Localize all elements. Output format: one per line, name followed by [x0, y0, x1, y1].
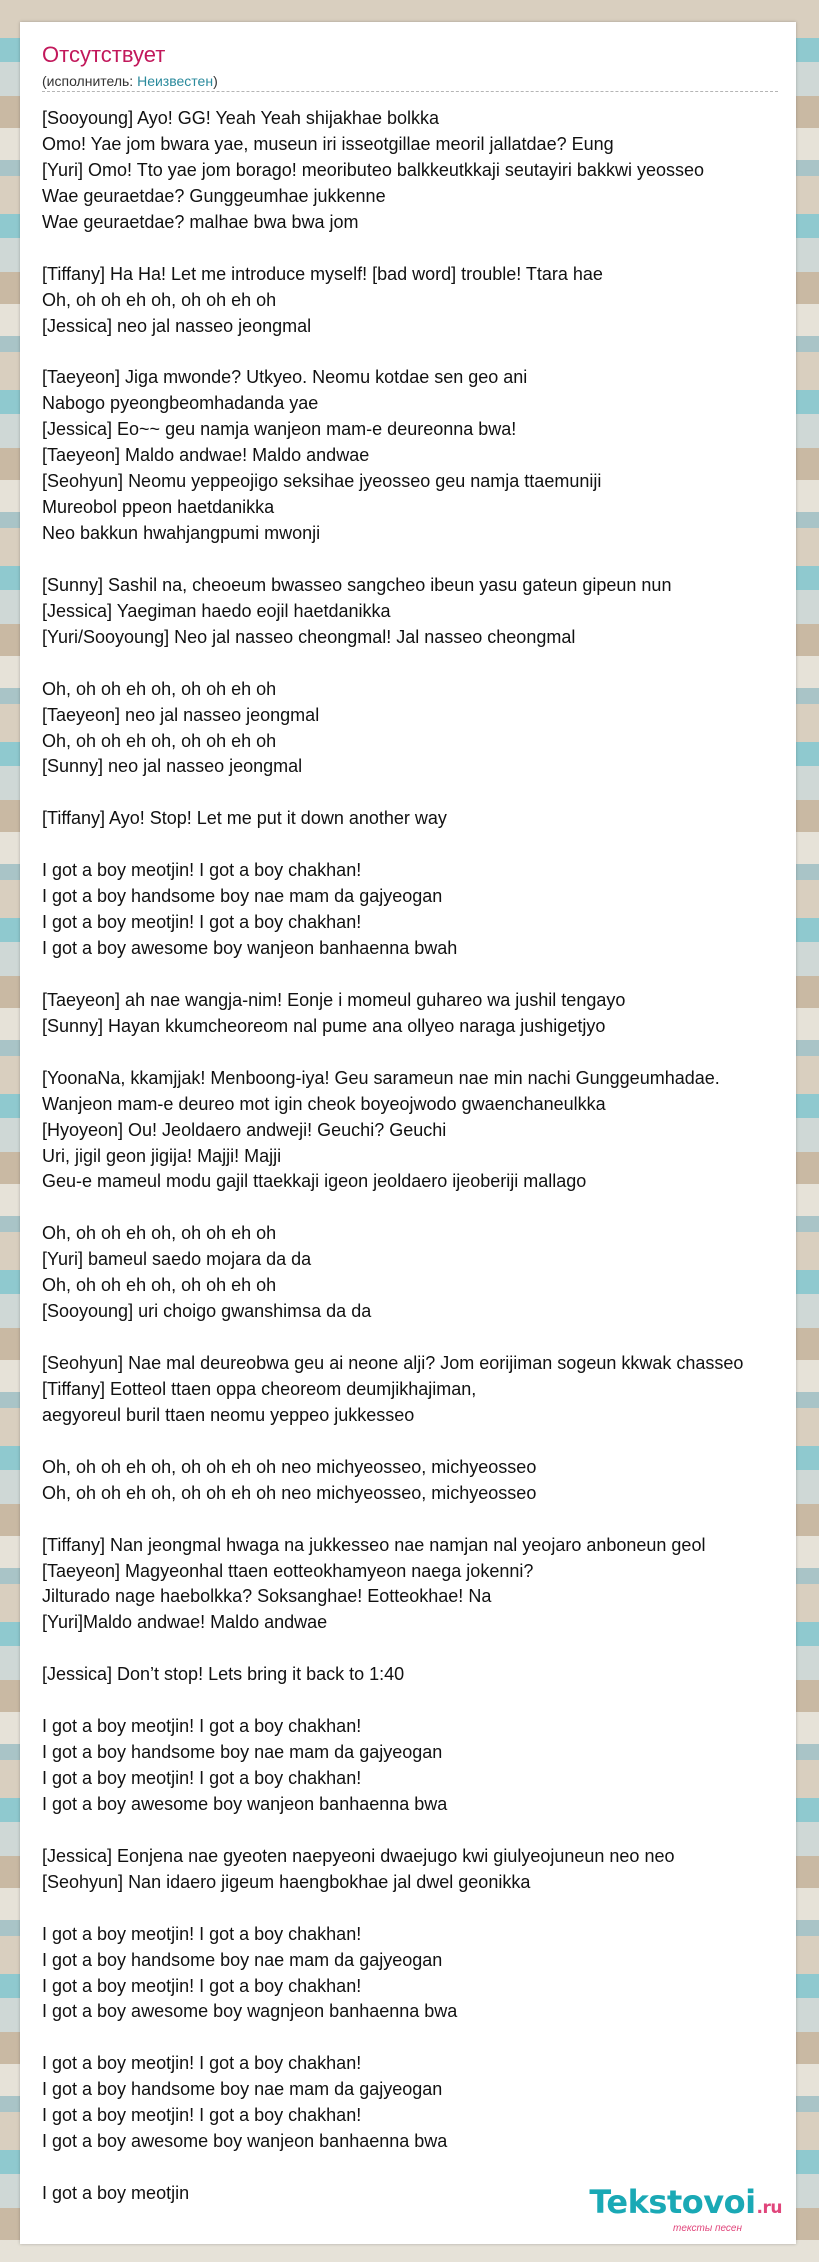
lyric-line: [Jessica] neo jal nasseo jeongmal [42, 315, 312, 336]
stanza-break [42, 2155, 796, 2181]
lyric-line: I got a boy meotjin! I got a boy chakhan! [42, 1768, 362, 1788]
stanza-break [42, 1896, 796, 1922]
stanza-break [42, 1325, 796, 1351]
lyric-line: Oh, oh oh eh oh, oh oh eh oh [42, 1275, 277, 1296]
artist-link[interactable]: Неизвестен [137, 73, 214, 89]
lyric-line: I got a boy meotjin! I got a boy chakhan! [42, 2053, 362, 2074]
lyric-line: Oh, oh oh eh oh, oh oh eh oh neo michyeosseo, michyeosseo [42, 1456, 537, 1477]
lyric-line: I got a boy handsome boy nae mam da gajyeogan [42, 1949, 443, 1970]
lyric-line: I got a boy handsome boy nae mam da gajyeogan [42, 2079, 443, 2100]
lyric-line: [Yuri] Omo! Tto yae jom borago! meoributeo balkkeutkkaji seutayiri bakkwi yeosseo [42, 159, 704, 180]
lyric-line: [Seohyun] Nan idaero jigeum haengbokhae jal dwel geonikka [42, 1871, 531, 1892]
stanza-break [42, 651, 796, 677]
lyric-line: [Jessica] Eo~~ geu namja wanjeon mam-e deureonna bwa! [42, 419, 517, 440]
byline-suffix: ) [213, 73, 218, 89]
lyric-line: [Yuri/Sooyoung] Neo jal nasseo cheongmal! Jal nasseo cheongmal [42, 626, 576, 647]
stanza-break [42, 1688, 796, 1714]
lyric-line: [Jessica] Eonjena nae gyeoten naepyeoni dwaejugo kwi giulyeojuneun neo neo [42, 1845, 675, 1866]
stanza-break [42, 339, 796, 365]
lyric-line: Uri, jigil geon jigija! Majji! Majji [42, 1145, 282, 1166]
stanza-break [42, 962, 796, 988]
page-title: Отсутствует [42, 42, 166, 67]
lyric-line: Oh, oh oh eh oh, oh oh eh oh neo michyeosseo, michyeosseo [42, 1482, 537, 1503]
stanza-break [42, 832, 796, 858]
lyric-line: Oh, oh oh eh oh, oh oh eh oh [42, 678, 277, 699]
stanza-break [42, 780, 796, 806]
lyric-line: Omo! Yae jom bwara yae, museun iri isseotgillae meoril jallatdae? Eung [42, 133, 614, 154]
lyrics-body [42, 106, 796, 2207]
lyric-line: I got a boy meotjin! I got a boy chakhan! [42, 912, 362, 933]
lyric-line: [YoonaNa, kkamjjak! Menboong-iya! Geu sarameun nae min nachi Gunggeumhadae. [42, 1067, 720, 1088]
lyric-line: Jilturado nage haebolkka? Soksanghae! Eotteokhae! Na [42, 1586, 492, 1607]
lyric-line: Wanjeon mam-e deureo mot igin cheok boyeojwodo gwaenchaneulkka [42, 1093, 606, 1114]
lyric-line: [Yuri] bameul saedo mojara da da [42, 1249, 312, 1270]
lyric-line: aegyoreul buril ttaen neomu yeppeo jukkesseo [42, 1404, 415, 1425]
lyric-line: Nabogo pyeongbeomhadanda yae [42, 393, 319, 414]
lyric-line: [Taeyeon] neo jal nasseo jeongmal [42, 704, 320, 725]
site-logo[interactable] [589, 2185, 782, 2234]
lyric-line: Oh, oh oh eh oh, oh oh eh oh [42, 289, 277, 310]
lyric-line: [Seohyun] Neomu yeppeojigo seksihae jyeosseo geu namja ttaemuniji [42, 471, 602, 492]
stanza-break [42, 1040, 796, 1066]
lyric-line: I got a boy awesome boy wanjeon banhaenna bwah [42, 938, 458, 958]
lyric-line: [Tiffany] Ha Ha! Let me introduce myself! [bad word] trouble! Ttara hae [42, 263, 603, 284]
logo-tld: .ru [756, 2198, 782, 2218]
lyric-line: I got a boy meotjin! I got a boy chakhan! [42, 1923, 362, 1944]
divider [42, 91, 778, 92]
stanza-break [42, 1507, 796, 1533]
lyric-line: I got a boy meotjin [42, 2183, 190, 2203]
lyric-line: I got a boy handsome boy nae mam da gajyeogan [42, 886, 443, 907]
lyric-line: [Seohyun] Nae mal deureobwa geu ai neone alji? Jom eorijiman sogeun kkwak chasseo [42, 1353, 744, 1373]
lyric-line: [Jessica] Yaegiman haedo eojil haetdanikka [42, 600, 391, 621]
byline [42, 73, 218, 89]
lyric-line: Oh, oh oh eh oh, oh oh eh oh [42, 730, 277, 751]
lyric-line: I got a boy handsome boy nae mam da gajyeogan [42, 1742, 443, 1763]
lyric-line: I got a boy meotjin! I got a boy chakhan! [42, 1975, 362, 1996]
byline-prefix: (исполнитель: [42, 73, 138, 89]
lyric-line: [Sunny] Hayan kkumcheoreom nal pume ana ollyeo naraga jushigetjyo [42, 1015, 606, 1036]
lyric-line: [Hyoyeon] Ou! Jeoldaero andweji! Geuchi? Geuchi [42, 1119, 447, 1140]
stanza-break [42, 2025, 796, 2051]
lyric-line: [Jessica] Don’t stop! Lets bring it back to 1:40 [42, 1664, 405, 1685]
stanza-break [42, 1429, 796, 1455]
lyric-line: I got a boy meotjin! I got a boy chakhan! [42, 860, 362, 881]
lyric-line: [Tiffany] Eotteol ttaen oppa cheoreom deumjikhajiman, [42, 1378, 477, 1399]
stanza-break [42, 547, 796, 573]
lyric-line: I got a boy awesome boy wanjeon banhaenna bwa [42, 1793, 448, 1814]
lyric-line: Wae geuraetdae? Gunggeumhae jukkenne [42, 185, 386, 206]
logo-tagline: тексты песен [673, 2223, 742, 2234]
lyric-line: [Taeyeon] Jiga mwonde? Utkyeo. Neomu kotdae sen geo ani [42, 367, 528, 388]
lyric-line: [Tiffany] Nan jeongmal hwaga na jukkesseo nae namjan nal yeojaro anboneun geol [42, 1534, 706, 1555]
lyric-line: [Taeyeon] ah nae wangja-nim! Eonje i momeul guhareo wa jushil tengayo [42, 989, 626, 1010]
lyric-line: I got a boy meotjin! I got a boy chakhan! [42, 2105, 362, 2126]
lyric-line: Oh, oh oh eh oh, oh oh eh oh [42, 1223, 277, 1244]
lyric-line: I got a boy awesome boy wagnjeon banhaenna bwa [42, 2001, 458, 2022]
lyric-line: [Taeyeon] Maldo andwae! Maldo andwae [42, 445, 370, 466]
lyric-line: [Taeyeon] Magyeonhal ttaen eotteokhamyeon naega jokenni? [42, 1560, 534, 1581]
stanza-break [42, 1636, 796, 1662]
lyric-line: Mureobol ppeon haetdanikka [42, 497, 275, 518]
lyric-line: [Tiffany] Ayo! Stop! Let me put it down another way [42, 808, 447, 829]
logo-name: Tekstovoi [589, 2183, 756, 2221]
lyric-line: Neo bakkun hwahjangpumi mwonji [42, 523, 321, 543]
lyric-line: [Sunny] Sashil na, cheoeum bwasseo sangcheo ibeun yasu gateun gipeun nun [42, 574, 672, 595]
lyric-line: I got a boy awesome boy wanjeon banhaenna bwa [42, 2131, 448, 2152]
lyric-line: [Sunny] neo jal nasseo jeongmal [42, 756, 303, 777]
stanza-break [42, 1818, 796, 1844]
lyric-line: [Yuri]Maldo andwae! Maldo andwae [42, 1612, 328, 1633]
lyric-line: Geu-e mameul modu gajil ttaekkaji igeon jeoldaero ijeoberiji mallago [42, 1171, 587, 1192]
lyrics-sheet [20, 22, 796, 2244]
stanza-break [42, 1195, 796, 1221]
lyric-line: [Sooyoung] Ayo! GG! Yeah Yeah shijakhae bolkka [42, 108, 439, 128]
lyric-line: I got a boy meotjin! I got a boy chakhan! [42, 1716, 362, 1737]
lyric-line: Wae geuraetdae? malhae bwa bwa jom [42, 211, 359, 232]
stanza-break [42, 236, 796, 262]
lyric-line: [Sooyoung] uri choigo gwanshimsa da da [42, 1301, 372, 1322]
